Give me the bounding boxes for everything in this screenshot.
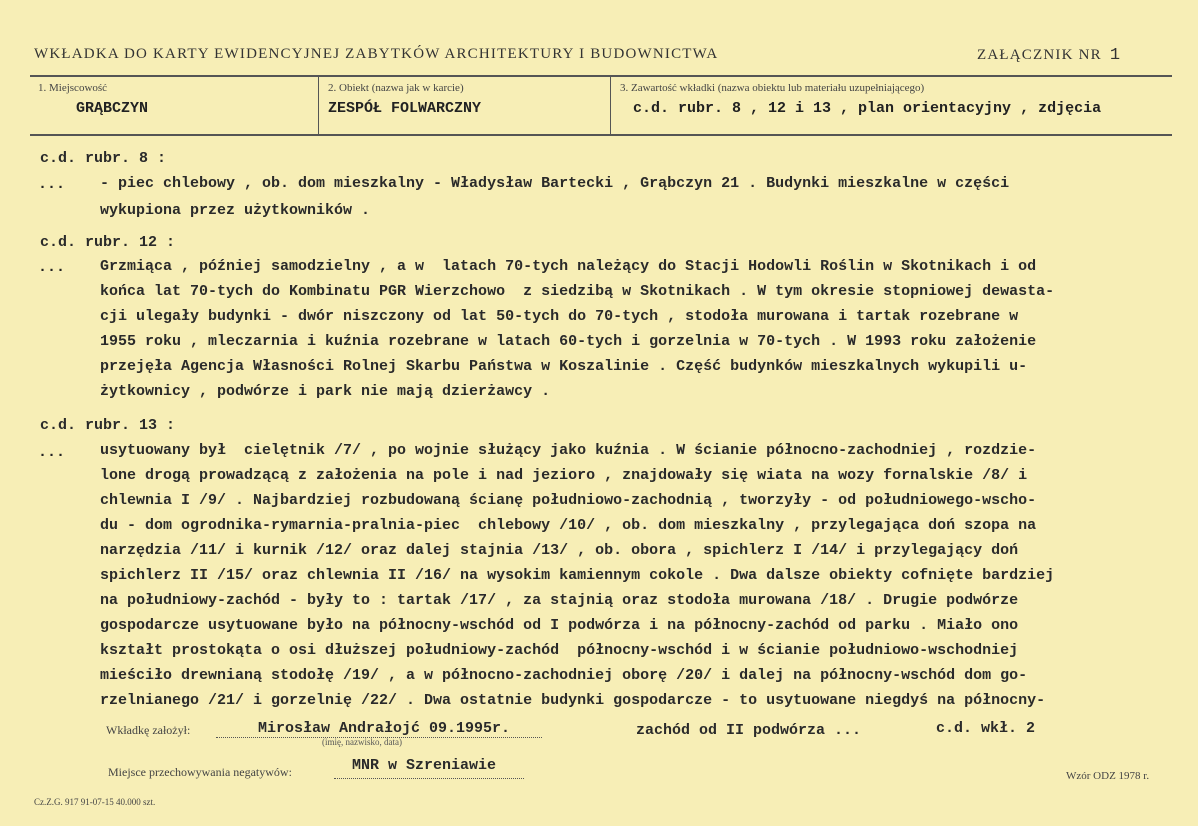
- author-label: Wkładkę założył:: [106, 723, 191, 737]
- text-line: żytkownicy , podwórze i park nie mają dzierżawcy .: [100, 383, 551, 400]
- content-value: c.d. rubr. 8 , 12 i 13 , plan orientacyjny , zdjęcia: [633, 100, 1102, 117]
- bullet-marker: ...: [38, 176, 66, 193]
- header-bottom-rule: [30, 134, 1172, 136]
- bullet-marker: ...: [38, 259, 66, 276]
- negatives-value: MNR w Szreniawie: [352, 757, 497, 774]
- print-info: Cz.Z.G. 917 91-07-15 40.000 szt.: [34, 797, 156, 807]
- next-insert-ref: c.d. wkł. 2: [936, 720, 1036, 737]
- author-hint: (imię, nazwisko, data): [322, 737, 402, 747]
- text-line: na południowy-zachód - były to : tartak /17/ , za stajnią oraz stodoła murowana /18/ . Drugie podwórze: [100, 592, 1019, 609]
- text-line: gospodarcze usytuowane było na północny-wschód od I podwórza i na północny-zachód od parku . Miało ono: [100, 617, 1019, 634]
- text-line: usytuowany był cielętnik /7/ , po wojnie służący jako kuźnia . W ścianie północno-zachodniej , rozdzie-: [100, 442, 1037, 459]
- attachment-label-group: [977, 46, 1121, 65]
- place-value: GRĄBCZYN: [76, 100, 149, 117]
- continuation-text: zachód od II podwórza ...: [636, 722, 862, 739]
- text-line: rzelnianego /21/ i gorzelnię /22/ . Dwa ostatnie budynki gospodarcze - to usytuowane niegdyś na północny-: [100, 692, 1046, 709]
- negatives-line: [334, 778, 524, 779]
- negatives-label: Miejsce przechowywania negatywów:: [108, 765, 292, 779]
- section-12-heading: c.d. rubr. 12 :: [40, 234, 176, 251]
- text-line: lone drogą prowadzącą z założenia na pole i nad jezioro , znajdowały się wiata na wozy fornalskie /8/ i: [100, 467, 1028, 484]
- text-line: przejęła Agencja Własności Rolnej Skarbu Państwa w Koszalinie . Część budynków mieszkalnych wykupili u-: [100, 358, 1028, 375]
- document-title: WKŁADKA DO KARTY EWIDENCYJNEJ ZABYTKÓW ARCHITEKTURY I BUDOWNICTWA: [34, 46, 719, 62]
- text-line: kształt prostokąta o osi dłuższej południowy-zachód północny-wschód i w ścianie południowo-wschodniej: [100, 642, 1019, 659]
- object-label: 2. Obiekt (nazwa jak w karcie): [328, 82, 464, 94]
- author-value: Mirosław Andrałojć 09.1995r.: [258, 720, 511, 737]
- bullet-marker: ...: [38, 444, 66, 461]
- text-line: cji ulegały budynki - dwór niszczony od lat 50-tych do 70-tych , stodoła murowana i tartak rozebrane w: [100, 308, 1019, 325]
- object-value: ZESPÓŁ FOLWARCZNY: [328, 100, 482, 117]
- attachment-number: 1: [1109, 46, 1122, 65]
- text-line: chlewnia I /9/ . Najbardziej rozbudowaną ścianę południowo-zachodnią , tworzyły - od południowego-wscho-: [100, 492, 1037, 509]
- section-13-heading: c.d. rubr. 13 :: [40, 417, 176, 434]
- text-line: mieściło drewnianą stodołę /19/ , a w północno-zachodniej oborę /20/ i dalej na północny-wschód dom go-: [100, 667, 1028, 684]
- text-line: 1955 roku , mleczarnia i kuźnia rozebrane w latach 60-tych i gorzelnia w 70-tych . W 1993 roku założenie: [100, 333, 1037, 350]
- text-line: du - dom ogrodnika-rymarnia-pralnia-piec chlebowy /10/ , ob. dom mieszkalny , przylegająca doń szopa na: [100, 517, 1037, 534]
- text-line: narzędzia /11/ i kurnik /12/ oraz dalej stajnia /13/ , ob. obora , spichlerz I /14/ i przylegający doń: [100, 542, 1019, 559]
- field-divider-2: [610, 77, 611, 134]
- text-line: spichlerz II /15/ oraz chlewnia II /16/ na wysokim kamiennym cokole . Dwa dalsze obiekty cofnięte bardziej: [100, 567, 1055, 584]
- text-line: Grzmiąca , później samodzielny , a w latach 70-tych należący do Stacji Hodowli Roślin w Skotnikach i od: [100, 258, 1037, 275]
- field-divider-1: [318, 77, 319, 134]
- place-label: 1. Miejscowość: [38, 82, 108, 94]
- header-top-rule: [30, 75, 1172, 77]
- attachment-label: ZAŁĄCZNIK NR: [977, 47, 1102, 63]
- text-line: końca lat 70-tych do Kombinatu PGR Wierzchowo z siedzibą w Skotnikach . W tym okresie stopniowej dewasta-: [100, 283, 1055, 300]
- content-label: 3. Zawartość wkładki (nazwa obiektu lub materiału uzupełniającego): [620, 82, 925, 94]
- text-line: wykupiona przez użytkowników .: [100, 202, 371, 219]
- text-line: - piec chlebowy , ob. dom mieszkalny - Władysław Bartecki , Grąbczyn 21 . Budynki mieszkalne w części: [100, 175, 1010, 192]
- section-8-heading: c.d. rubr. 8 :: [40, 150, 167, 167]
- form-code: Wzór ODZ 1978 r.: [1066, 770, 1150, 782]
